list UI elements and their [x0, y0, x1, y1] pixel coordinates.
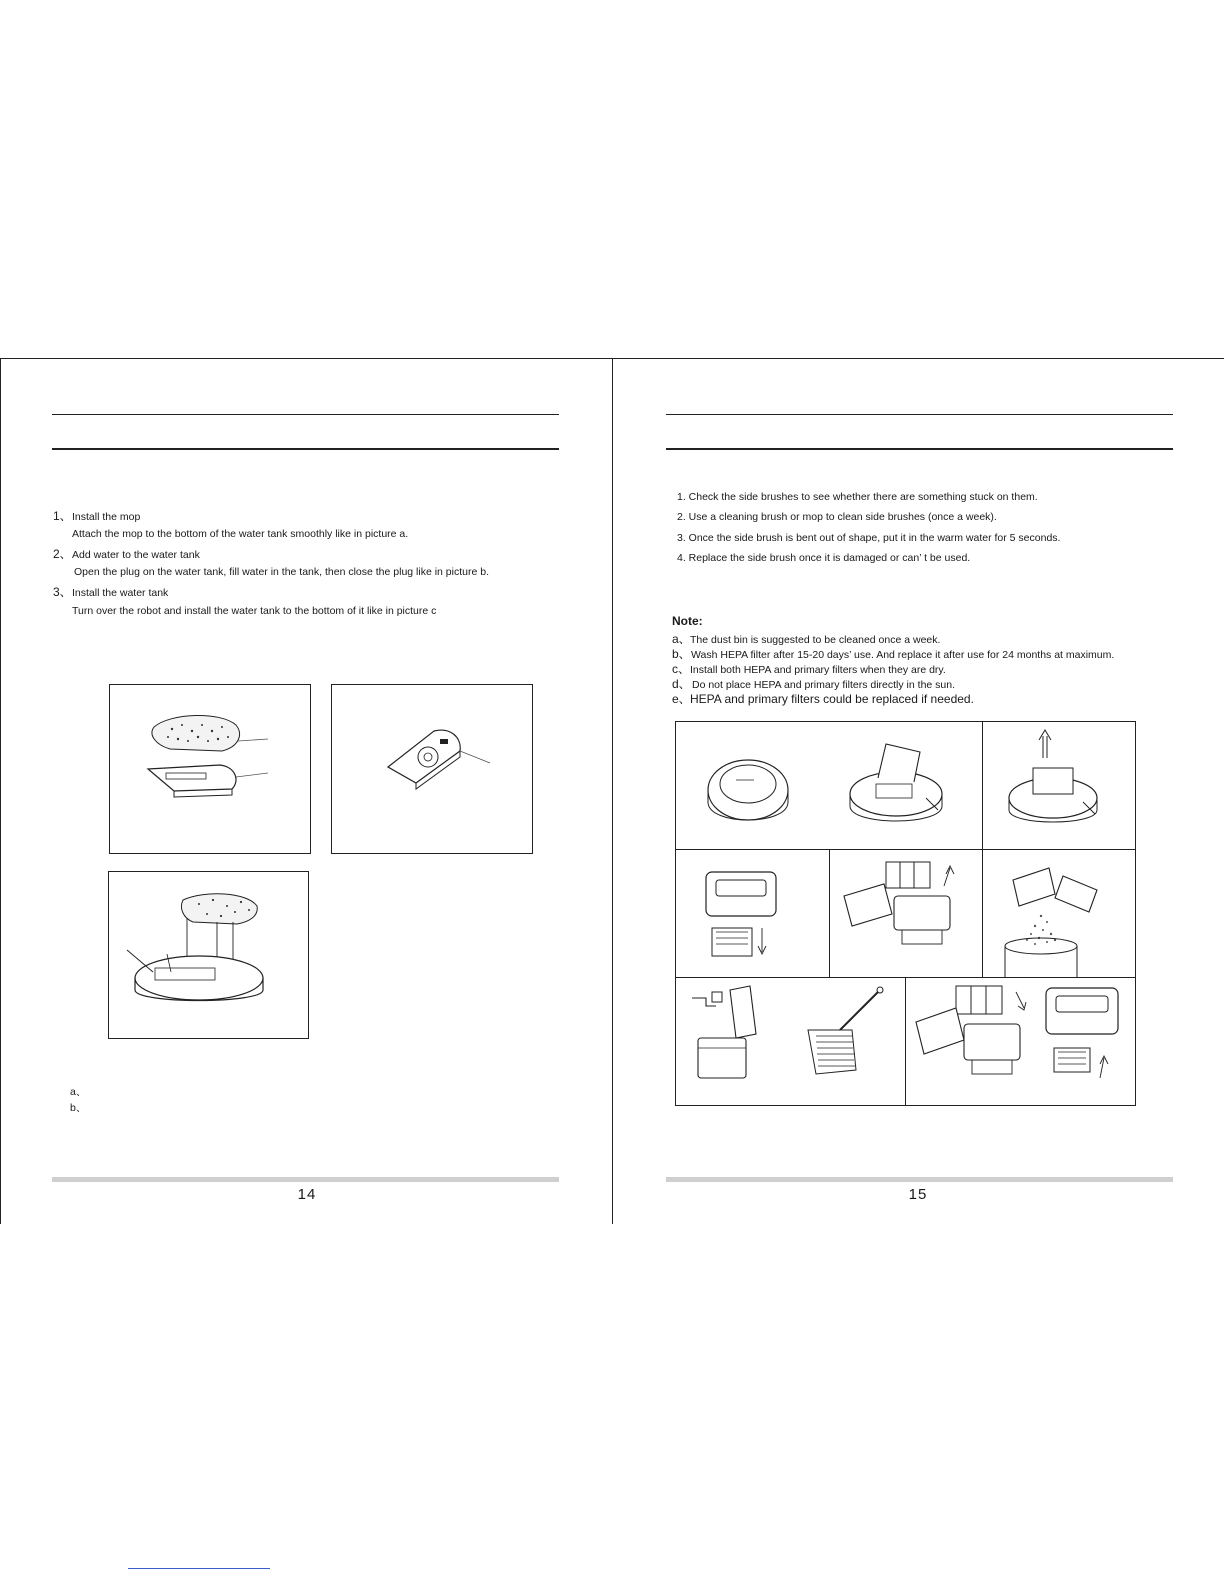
- step-1-title: Install the mop: [72, 511, 141, 523]
- note-e-marker: e、: [672, 692, 691, 706]
- right-header-rule-bottom: [666, 448, 1173, 450]
- step-3-detail: Turn over the robot and install the water tank to the bottom of it like in picture c: [72, 605, 437, 617]
- brush-step-2: 2. Use a cleaning brush or mop to clean side brushes (once a week).: [677, 511, 997, 523]
- note-d-text: Do not place HEPA and primary filters directly in the sun.: [692, 679, 956, 691]
- step-2-title: Add water to the water tank: [72, 549, 200, 561]
- left-list-marker-b: b、: [70, 1102, 87, 1114]
- note-c-marker: c、: [672, 662, 691, 676]
- figure-c-install-tank-on-robot: [108, 871, 309, 1039]
- figure-a-mop-on-tank: [109, 684, 311, 854]
- figure-remove-hepa-filter: [676, 850, 829, 977]
- note-b-text: Wash HEPA filter after 15-20 days’ use. And replace it after use for 24 months at maximum.: [691, 649, 1115, 661]
- step-2-detail: Open the plug on the water tank, fill water in the tank, then close the plug like in picture b.: [74, 566, 489, 578]
- right-footer-rule: [666, 1177, 1173, 1182]
- note-b-marker: b、: [672, 647, 691, 661]
- note-a-text: The dust bin is suggested to be cleaned once a week.: [690, 634, 941, 646]
- left-list-marker-a: a、: [70, 1086, 87, 1098]
- note-d-marker: d、: [672, 677, 691, 691]
- note-heading: Note:: [672, 614, 703, 628]
- page-spine: [612, 358, 613, 1224]
- figure-b-water-tank-plug: [331, 684, 533, 854]
- left-page-number: 14: [297, 1186, 317, 1203]
- note-e-text: HEPA and primary filters could be replaced if needed.: [690, 692, 974, 706]
- figure-remove-primary-filter: [830, 850, 982, 977]
- step-1-detail: Attach the mop to the bottom of the water tank smoothly like in picture a.: [72, 528, 409, 540]
- figure-empty-dust-bin: [983, 850, 1135, 977]
- left-header-rule-bottom: [52, 448, 559, 450]
- step-2-number: 2、: [53, 547, 72, 561]
- figure-reinstall-filters: [906, 978, 1135, 1105]
- left-header-rule-top: [52, 414, 559, 415]
- figure-wash-bin-and-brush: [676, 978, 905, 1105]
- right-header-rule-top: [666, 414, 1173, 415]
- brush-step-3: 3. Once the side brush is bent out of shape, put it in the warm water for 5 seconds.: [677, 532, 1061, 544]
- note-a-marker: a、: [672, 632, 691, 646]
- brush-step-4: 4. Replace the side brush once it is damaged or can’ t be used.: [677, 552, 971, 564]
- step-1-number: 1、: [53, 509, 72, 523]
- step-3-title: Install the water tank: [72, 587, 169, 599]
- spread-left-edge: [0, 358, 1, 1224]
- brush-step-1: 1. Check the side brushes to see whether there are something stuck on them.: [677, 491, 1038, 503]
- figure-robot-open-lid: [676, 722, 982, 849]
- bottom-link-underline: [128, 1568, 270, 1569]
- step-3-number: 3、: [53, 585, 72, 599]
- figure-pull-out-dust-bin: [983, 722, 1135, 849]
- right-page-number: 15: [908, 1186, 928, 1203]
- note-c-text: Install both HEPA and primary filters when they are dry.: [690, 664, 946, 676]
- left-footer-rule: [52, 1177, 559, 1182]
- dustbin-cleaning-figure-grid: [675, 721, 1136, 1106]
